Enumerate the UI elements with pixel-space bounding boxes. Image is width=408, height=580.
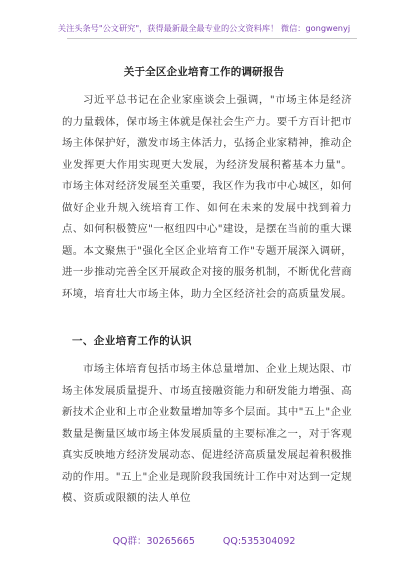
header-banner: 关注头条号"公文研究"，获得最新最全最专业的公文资料库！ 微信：gongwenyj [57, 23, 351, 33]
document-title: 关于全区企业培育工作的调研报告 [123, 66, 285, 78]
footer-qq-group: QQ群：30265665 [112, 536, 195, 547]
section-heading: 一、企业培育工作的认识 [72, 335, 192, 347]
section-paragraph: 市场主体培育包括市场主体总量增加、企业上规达限、市场主体发展质量提升、市场直接融资能力和研发能力增强、高新技术企业和上市企业数量增加等多个层面。其中"五上"企业数量是衡量区域市场主体发展质量的主要标准之一，对于客观真实反映地方经济发展动态、促进经济高质量发展起着积极推动的作用。"五上"企业是现阶段我国统计工作中对达到一定规模、资质或限额的法人单位 [62, 363, 352, 504]
footer-contact [0, 533, 408, 547]
header-divider [67, 38, 357, 39]
intro-paragraph: 习近平总书记在企业家座谈会上强调，"市场主体是经济的力量载体，保市场主体就是保社会生产力。要千方百计把市场主体保护好，激发市场主体活力，弘扬企业家精神，推动企业发挥更大作用实现更大发展，为经济发展积蓄基本力量"。市场主体对经济发展至关重要，我区作为我市中心城区，如何做好企业升规入统培育工作、如何在未来的发展中找到着力点、如何积极赞应"一枢纽四中心"建设，是摆在当前的重大课题。本文聚焦于"强化全区企业培育工作"专题开展深入调研，进一步推动完善全区开展政企对接的服务机制，不断优化营商环境，培育壮大市场主体，助力全区经济社会的高质量发展。 [62, 94, 352, 300]
footer-qq: QQ:535304092 [222, 536, 296, 547]
